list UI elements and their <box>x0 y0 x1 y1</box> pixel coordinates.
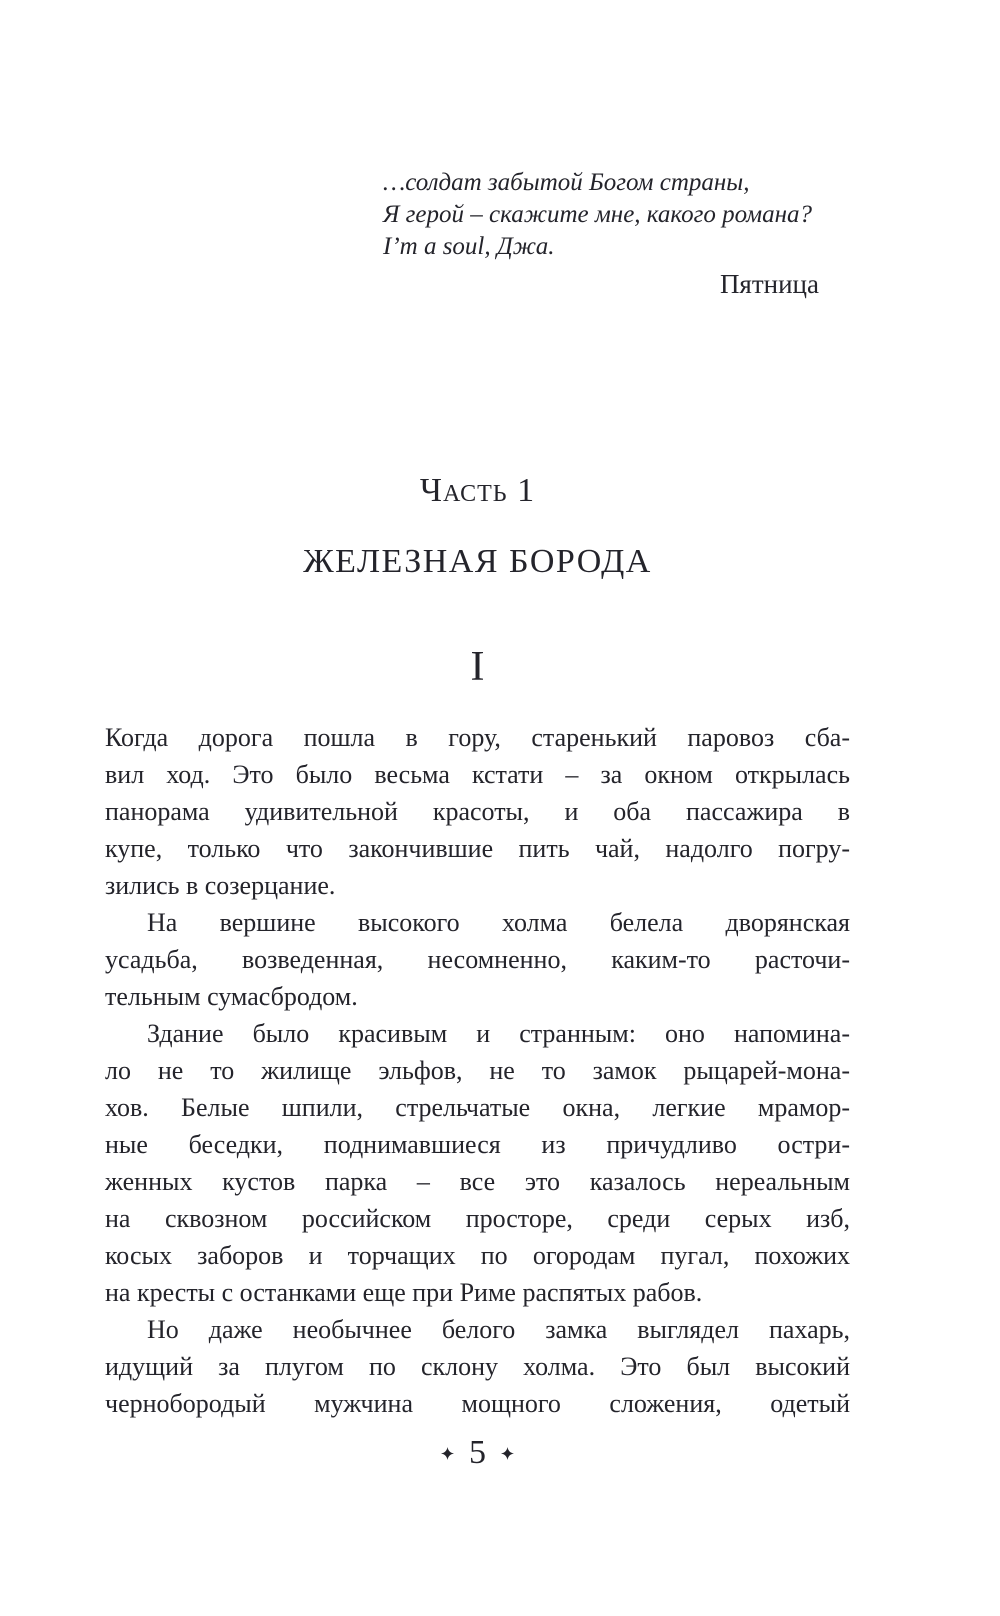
part-label: Часть 1 <box>419 472 536 509</box>
epigraph-line: …солдат забытой Богом страны, <box>383 169 750 196</box>
page-number: 5 <box>469 1434 486 1471</box>
body-line: чернобородый мужчина мощного сложения, одетый <box>105 1389 850 1418</box>
body-line: на сквозном российском просторе, среди серых изб, <box>105 1204 850 1233</box>
body-line: панорама удивительной красоты, и оба пассажира в <box>105 797 850 826</box>
body-line: зились в созерцание. <box>105 871 336 900</box>
body-line: ные беседки, поднимавшиеся из причудливо остри- <box>105 1130 850 1159</box>
body-line: идущий за плугом по склону холма. Это был высокий <box>105 1352 850 1381</box>
body-line: на кресты с останками еще при Риме распятых рабов. <box>105 1278 703 1307</box>
body-line: хов. Белые шпили, стрельчатые окна, легкие мрамор- <box>105 1093 850 1122</box>
body-line: Но даже необычнее белого замка выглядел пахарь, <box>147 1315 850 1344</box>
four-pointed-star-icon <box>499 1447 516 1460</box>
body-line: тельным сумасбродом. <box>105 982 358 1011</box>
body-line: усадьба, возведенная, несомненно, каким-то расточи- <box>105 945 850 974</box>
four-pointed-star-icon <box>439 1447 456 1460</box>
body-line: Здание было красивым и странным: оно напомина- <box>147 1019 850 1048</box>
chapter-numeral: I <box>470 644 485 690</box>
body-line: купе, только что закончившие пить чай, надолго погру- <box>105 834 850 863</box>
body-text <box>105 719 850 1422</box>
body-line: ло не то жилище эльфов, не то замок рыцарей-мона- <box>105 1056 850 1085</box>
body-line: На вершине высокого холма белела дворянская <box>147 908 850 937</box>
epigraph-lines <box>383 167 819 263</box>
epigraph-line: I’m a soul, Джа. <box>383 233 555 260</box>
body-line: вил ход. Это было весьма кстати – за окном открылась <box>105 760 850 789</box>
part-title: ЖЕЛЕЗНАЯ БОРОДА <box>303 543 652 580</box>
epigraph <box>383 167 819 300</box>
page-footer <box>105 1433 850 1473</box>
body-line: женных кустов парка – все это казалось нереальным <box>105 1167 850 1196</box>
body-line: косых заборов и торчащих по огородам пугал, похожих <box>105 1241 850 1270</box>
epigraph-attribution: Пятница <box>719 269 819 299</box>
epigraph-line: Я герой – скажите мне, какого романа? <box>383 201 813 228</box>
body-line: Когда дорога пошла в гору, старенький паровоз сба- <box>105 723 850 752</box>
